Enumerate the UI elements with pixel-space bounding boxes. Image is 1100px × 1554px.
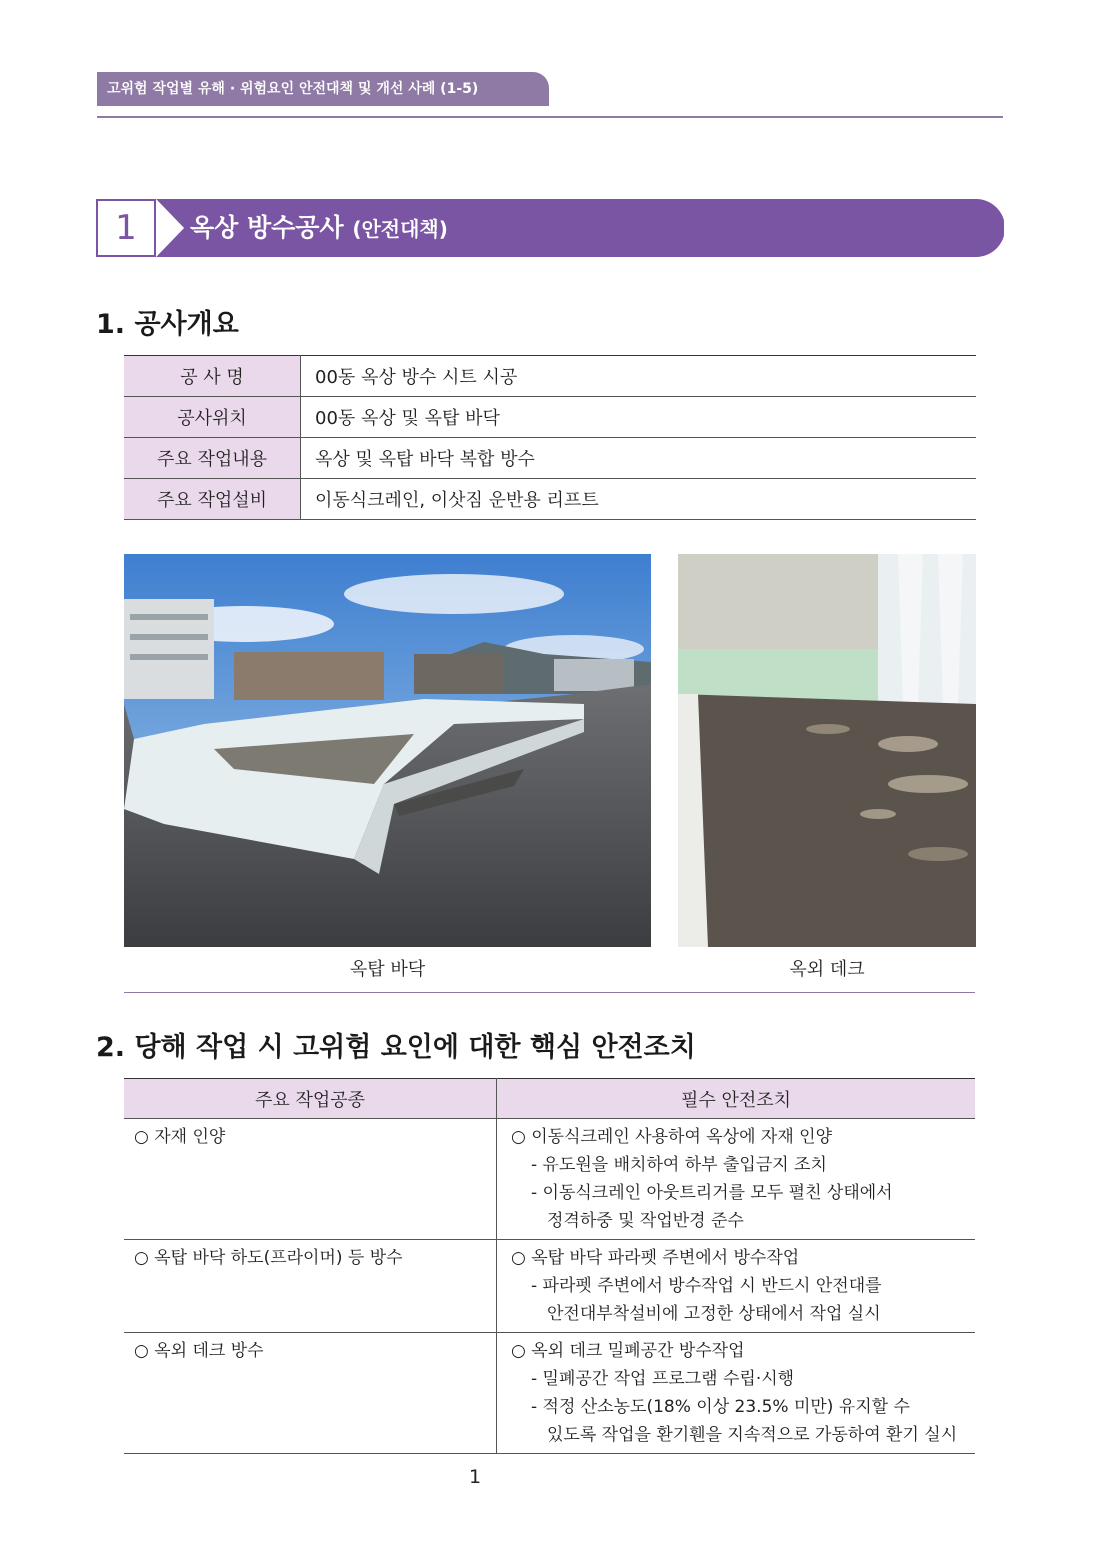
photo-divider (124, 992, 975, 993)
measure-main: ○ 옥외 데크 밀폐공간 방수작업 (511, 1341, 745, 1361)
measure-sub: - 이동식크레인 아웃트리거를 모두 펼친 상태에서 (531, 1183, 893, 1203)
measure-sub: - 유도원을 배치하여 하부 출입금지 조치 (531, 1155, 827, 1175)
measure-main: ○ 이동식크레인 사용하여 옥상에 자재 인양 (511, 1127, 833, 1147)
table-row (124, 1119, 975, 1240)
task-cell: ○ 옥외 데크 방수 (124, 1333, 497, 1454)
measure-sub-continued: 안전대부착설비에 고정한 상태에서 작업 실시 (547, 1304, 881, 1324)
overview-heading: 1. 공사개요 (96, 309, 239, 340)
outdoor-deck-photo (678, 554, 976, 947)
measure-cell (497, 1240, 976, 1333)
task-cell: ○ 옥탑 바닥 하도(프라이머) 등 방수 (124, 1240, 497, 1333)
photo-caption-left: 옥탑 바닥 (349, 959, 426, 980)
overview-label: 공 사 명 (124, 356, 301, 397)
safety-heading: 2. 당해 작업 시 고위험 요인에 대한 핵심 안전조치 (96, 1032, 696, 1063)
section-title-wrap (190, 199, 448, 258)
measure-sub-continued: 있도록 작업을 환기휀을 지속적으로 가동하여 환기 실시 (547, 1425, 958, 1445)
task-cell: ○ 자재 인양 (124, 1119, 497, 1240)
running-header-title: 고위험 작업별 유해 · 위험요인 안전대책 및 개선 사례 (1-5) (107, 81, 479, 97)
measure-sub: - 파라펫 주변에서 방수작업 시 반드시 안전대를 (531, 1276, 882, 1296)
table-row (124, 479, 976, 520)
measure-sub: - 밀폐공간 작업 프로그램 수립·시행 (531, 1369, 795, 1389)
section-banner (96, 199, 1004, 257)
measure-sub: - 적정 산소농도(18% 이상 23.5% 미만) 유지할 수 (531, 1397, 910, 1417)
table-row (124, 1240, 975, 1333)
overview-label: 공사위치 (124, 397, 301, 438)
overview-table (124, 355, 976, 520)
overview-value: 00동 옥상 방수 시트 시공 (301, 356, 977, 397)
measure-sub-continued: 정격하중 및 작업반경 준수 (547, 1211, 744, 1231)
rooftop-floor-illustration (124, 554, 651, 947)
rooftop-floor-photo (124, 554, 651, 947)
table-header-row (124, 1079, 975, 1119)
table-row (124, 438, 976, 479)
measure-main: ○ 옥탑 바닥 파라펫 주변에서 방수작업 (511, 1248, 800, 1268)
overview-label: 주요 작업설비 (124, 479, 301, 520)
photo-caption-right: 옥외 데크 (789, 959, 865, 980)
overview-value: 옥상 및 옥탑 바닥 복합 방수 (301, 438, 977, 479)
measure-cell (497, 1119, 976, 1240)
overview-label: 주요 작업내용 (124, 438, 301, 479)
section-title: 옥상 방수공사 (190, 213, 344, 242)
table-row (124, 356, 976, 397)
column-header-measure: 필수 안전조치 (497, 1079, 976, 1119)
overview-value: 이동식크레인, 이삿짐 운반용 리프트 (301, 479, 977, 520)
section-number: 1 (96, 199, 156, 257)
table-row (124, 1333, 975, 1454)
safety-table (124, 1078, 975, 1454)
overview-value: 00동 옥상 및 옥탑 바닥 (301, 397, 977, 438)
section-subtitle: (안전대책) (352, 217, 448, 241)
table-row (124, 397, 976, 438)
measure-cell (497, 1333, 976, 1454)
column-header-task: 주요 작업공종 (124, 1079, 497, 1119)
header-divider (97, 116, 1003, 118)
running-header-tab (97, 72, 549, 106)
page-number: 1 (468, 1466, 482, 1488)
outdoor-deck-illustration (678, 554, 976, 947)
